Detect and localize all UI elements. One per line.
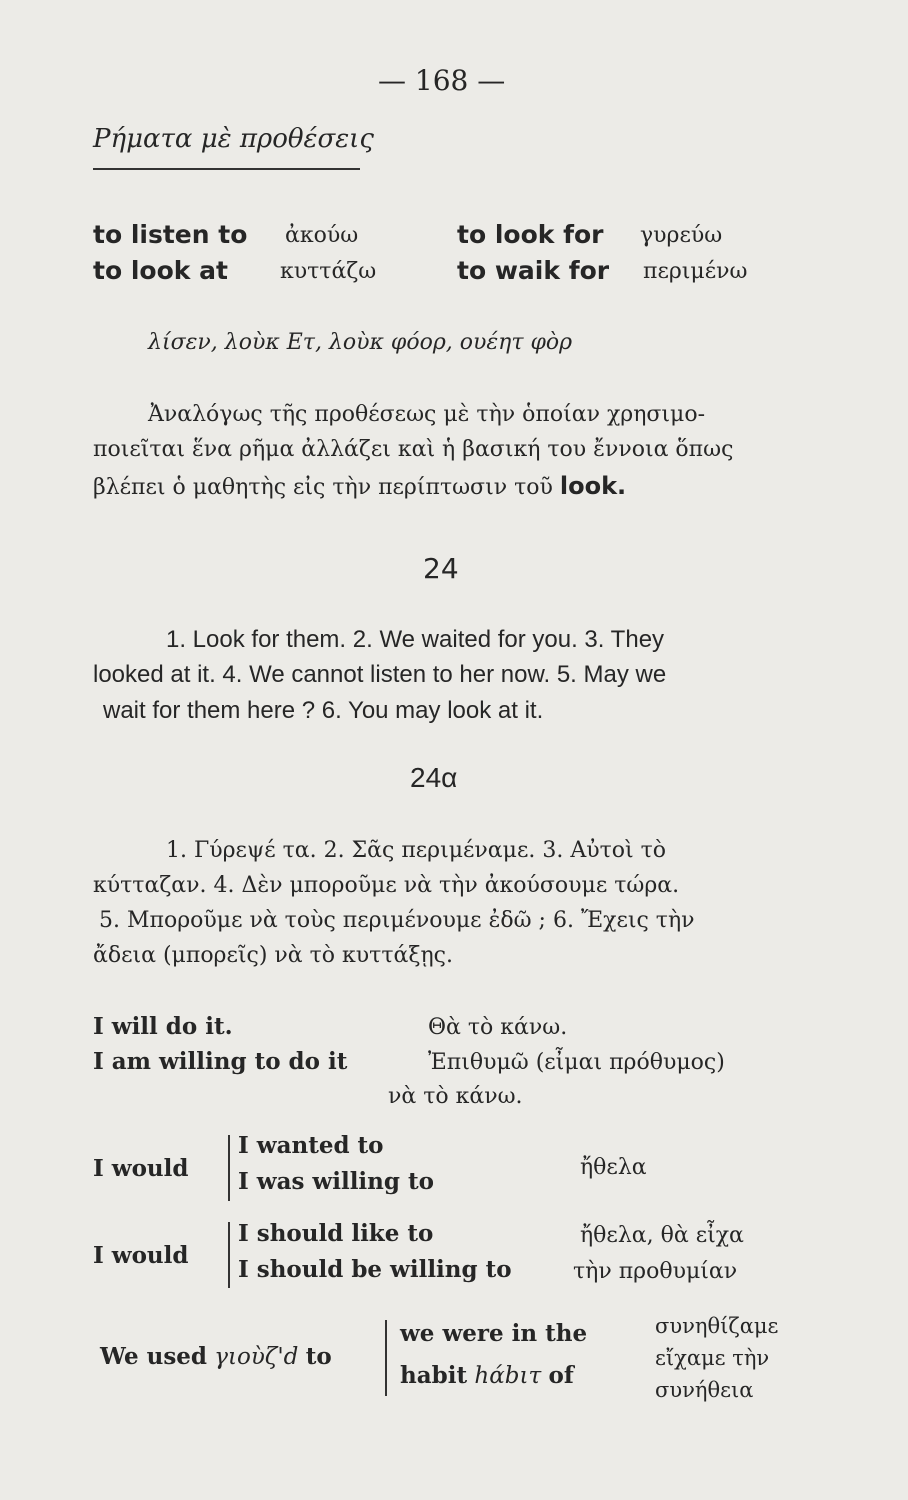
would-2-opt-2: I should be willing to [238, 1256, 512, 1283]
vocab-gr-listen: ἀκούω [285, 223, 359, 248]
would-1-brace [228, 1135, 230, 1201]
would-2-gr-2: τὴν προθυμίαν [573, 1259, 738, 1284]
would-2-label: I would [93, 1242, 189, 1269]
vocab-en-waitfor: to waik for [457, 256, 610, 285]
exercise-24a-line-4: ἄδεια (μπορεῖς) νὰ τὸ κυττάξῃς. [93, 943, 453, 968]
used-opt-1: we were in the [400, 1320, 588, 1347]
section-heading: Ρήματα μὲ προθέσεις [93, 124, 374, 154]
exercise-24-title: 24 [423, 552, 459, 585]
exercise-24a-title: 24α [410, 762, 458, 793]
used-opt-2-pron: hάbιτ [474, 1363, 542, 1389]
will-gr-1: Θὰ τὸ κάνω. [428, 1015, 568, 1040]
exercise-24-line-2: looked at it. 4. We cannot listen to her now. 5. May we [93, 661, 667, 688]
used-label-to: to [305, 1343, 332, 1370]
used-brace [385, 1320, 387, 1396]
exercise-24-line-1: 1. Look for them. 2. We waited for you. 3. They [166, 626, 665, 653]
used-opt-2-habit: habit [400, 1362, 468, 1389]
explanation-line-3-text: βλέπει ὁ μαθητὴς εἰς τὴν περίπτωσιν τοῦ [93, 475, 553, 500]
would-2-gr-1: ἤθελα, θὰ εἶχα [580, 1223, 744, 1248]
pronunciation-line: λίσεν, λοὺκ Ετ, λοὺκ φόορ, ουέητ φὸρ [148, 330, 573, 355]
would-2-brace [228, 1222, 230, 1288]
used-opt-2 [400, 1362, 574, 1389]
exercise-24-line-3: wait for them here ? 6. You may look at it. [103, 697, 544, 724]
exercise-24a-line-1: 1. Γύρεψέ τα. 2. Σᾶς περιμέναμε. 3. Αὐτοὶ τὸ [166, 838, 667, 863]
vocab-gr-lookat: κυττάζω [280, 259, 377, 284]
heading-underline [93, 168, 360, 170]
used-label [100, 1343, 332, 1370]
would-2-opt-1: I should like to [238, 1220, 434, 1247]
used-label-en: We used [100, 1343, 207, 1370]
exercise-24a-line-3: 5. Μποροῦμε νὰ τοὺς περιμένουμε ἐδῶ ; 6. Ἔχεις τὴν [99, 908, 695, 933]
would-1-gr: ἤθελα [580, 1155, 647, 1180]
used-gr-1: συνηθίζαμε [655, 1314, 779, 1338]
used-label-pron: γιοὺζ'd [214, 1344, 299, 1370]
vocab-en-lookat: to look at [93, 256, 228, 285]
used-opt-2-of: of [548, 1362, 574, 1389]
vocab-en-lookfor: to look for [457, 220, 604, 249]
used-gr-3: συνήθεια [655, 1378, 754, 1402]
will-en-1: I will do it. [93, 1013, 233, 1040]
would-1-opt-1: I wanted to [238, 1132, 384, 1159]
page-number: — 168 — [378, 64, 506, 97]
vocab-gr-waitfor: περιμένω [643, 259, 748, 284]
will-en-2: I am willing to do it [93, 1048, 348, 1075]
explanation-line-3 [93, 472, 626, 500]
explanation-line-2: ποιεῖται ἕνα ρῆμα ἀλλάζει καὶ ἡ βασική του ἔννοια ὅπως [93, 437, 734, 462]
vocab-en-listen: to listen to [93, 220, 248, 249]
explanation-line-1: Ἀναλόγως τῆς προθέσεως μὲ τὴν ὁποίαν χρησιμο- [148, 402, 706, 427]
used-gr-2: εἴχαμε τὴν [655, 1346, 770, 1370]
will-gr-2: Ἐπιθυμῶ (εἶμαι πρόθυμος) [428, 1050, 725, 1075]
will-gr-2b: νὰ τὸ κάνω. [388, 1084, 523, 1109]
would-1-opt-2: I was willing to [238, 1168, 434, 1195]
explanation-look-word: look. [559, 472, 627, 500]
exercise-24a-line-2: κύτταζαν. 4. Δὲν μποροῦμε νὰ τὴν ἀκούσουμε τώρα. [93, 873, 680, 898]
vocab-gr-lookfor: γυρεύω [640, 223, 723, 248]
would-1-label: I would [93, 1155, 189, 1182]
